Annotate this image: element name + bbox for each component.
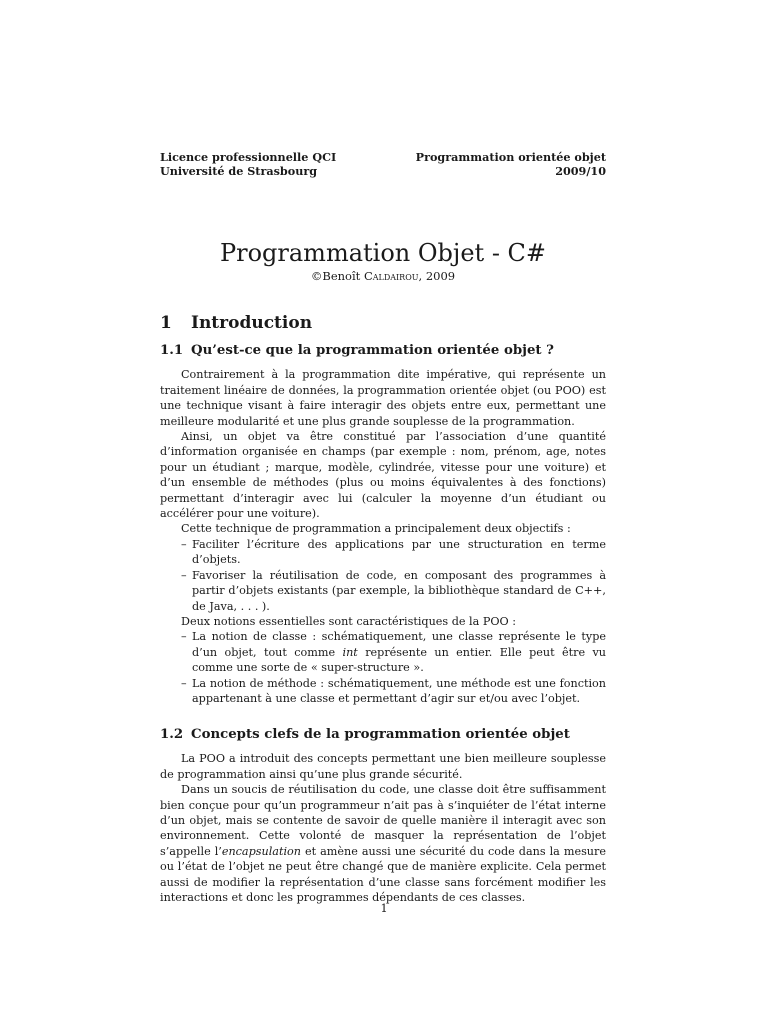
subsection-title: Qu’est-ce que la programmation orientée objet ? <box>191 343 554 359</box>
header-subject: Programmation orientée objet <box>415 150 606 164</box>
subsection-number: 1.1 <box>160 343 184 359</box>
author-suffix: , 2009 <box>418 269 456 283</box>
text-run: représente un entier. Elle peut être vu comme une sorte de « super-structure ». <box>192 645 606 675</box>
header-right <box>416 150 606 178</box>
page-number: 1 <box>380 902 388 915</box>
subsection-heading <box>160 726 606 744</box>
paragraph: Cette technique de programmation a principalement deux objectifs : <box>181 522 571 536</box>
subsection-number: 1.2 <box>160 727 184 743</box>
paragraph <box>160 782 606 905</box>
author-surname: Caldairou <box>363 269 419 283</box>
paragraph: Deux notions essentielles sont caractéristiques de la POO : <box>181 614 517 628</box>
subsection-title: Concepts clefs de la programmation orientée objet <box>191 727 570 743</box>
section-number: 1 <box>160 313 172 334</box>
author-line <box>160 269 606 284</box>
list-item: – Favoriser la réutilisation de code, en composant des programmes à partir d’objets existants (par exemple, la bibliothèque standard de C++, de Java, . . . ). <box>181 568 606 614</box>
emphasis: encapsulation <box>221 844 301 858</box>
list-item: – La notion de méthode : schématiquement, une méthode est une fonction appartenant à une classe et permettant d’agir sur et/ou avec l’objet. <box>181 676 606 707</box>
author-prefix: ©Benoît <box>310 269 364 283</box>
list-item: – Faciliter l’écriture des applications par une structuration en terme d’objets. <box>181 537 606 568</box>
objectives-list <box>160 537 606 614</box>
list-item <box>181 629 606 675</box>
document-page <box>160 150 606 905</box>
header-left <box>160 150 336 178</box>
paragraph: Ainsi, un objet va être constitué par l’association d’une quantité d’information organisée en champs (par exemple : nom, prénom, age, notes pour un étudiant ; marque, modèle, cylindrée, vitesse pour une voiture) et d’un ensemble de méthodes (plus ou moins équivalentes à des fonctions) permettant d’interagir avec lui (calculer la moyenne d’un étudiant ou accélérer pour une voiture). <box>160 430 606 521</box>
paragraph: La POO a introduit des concepts permettant une bien meilleure souplesse de programmation ainsi qu’une plus grande sécurité. <box>160 752 606 781</box>
header-university: Université de Strasbourg <box>160 164 318 178</box>
document-title: Programmation Objet - C# <box>219 239 547 267</box>
page-header <box>160 150 606 178</box>
header-course: Licence professionnelle QCI <box>160 150 337 164</box>
section-title: Introduction <box>191 313 313 334</box>
notions-list <box>160 629 606 706</box>
section-heading <box>160 313 606 333</box>
text-run: Dans un soucis de réutilisation du code, une classe doit être suffisamment bien conçue pour qu’un programmeur n’ait pas à s’inquiéter de l’état interne d’un objet, mais se contente de savoir de quelle manière il interagit avec son environnement. Cette volonté de masquer la représentation de l’objet s’appelle l’ <box>160 783 606 858</box>
emphasis: int <box>342 645 358 659</box>
header-year: 2009/10 <box>555 164 606 178</box>
text-run: et amène aussi une sécurité du code dans la mesure ou l’état de l’objet ne peut être changé que de manière explicite. Cela permet aussi de modifier la représentation d’une classe sans forcément modifier les interactions et donc les programmes dépendants de ces classes. <box>160 844 606 904</box>
text-run: La notion de classe : schématiquement, une classe représente le type d’un objet, tout comme <box>192 630 606 659</box>
subsection-heading <box>160 342 606 360</box>
paragraph: Contrairement à la programmation dite impérative, qui représente un traitement linéaire de données, la programmation orientée objet (ou POO) est une technique visant à faire interagir des objets entre eux, permettant une meilleure modularité et une plus grande souplesse de la programmation. <box>160 368 606 428</box>
